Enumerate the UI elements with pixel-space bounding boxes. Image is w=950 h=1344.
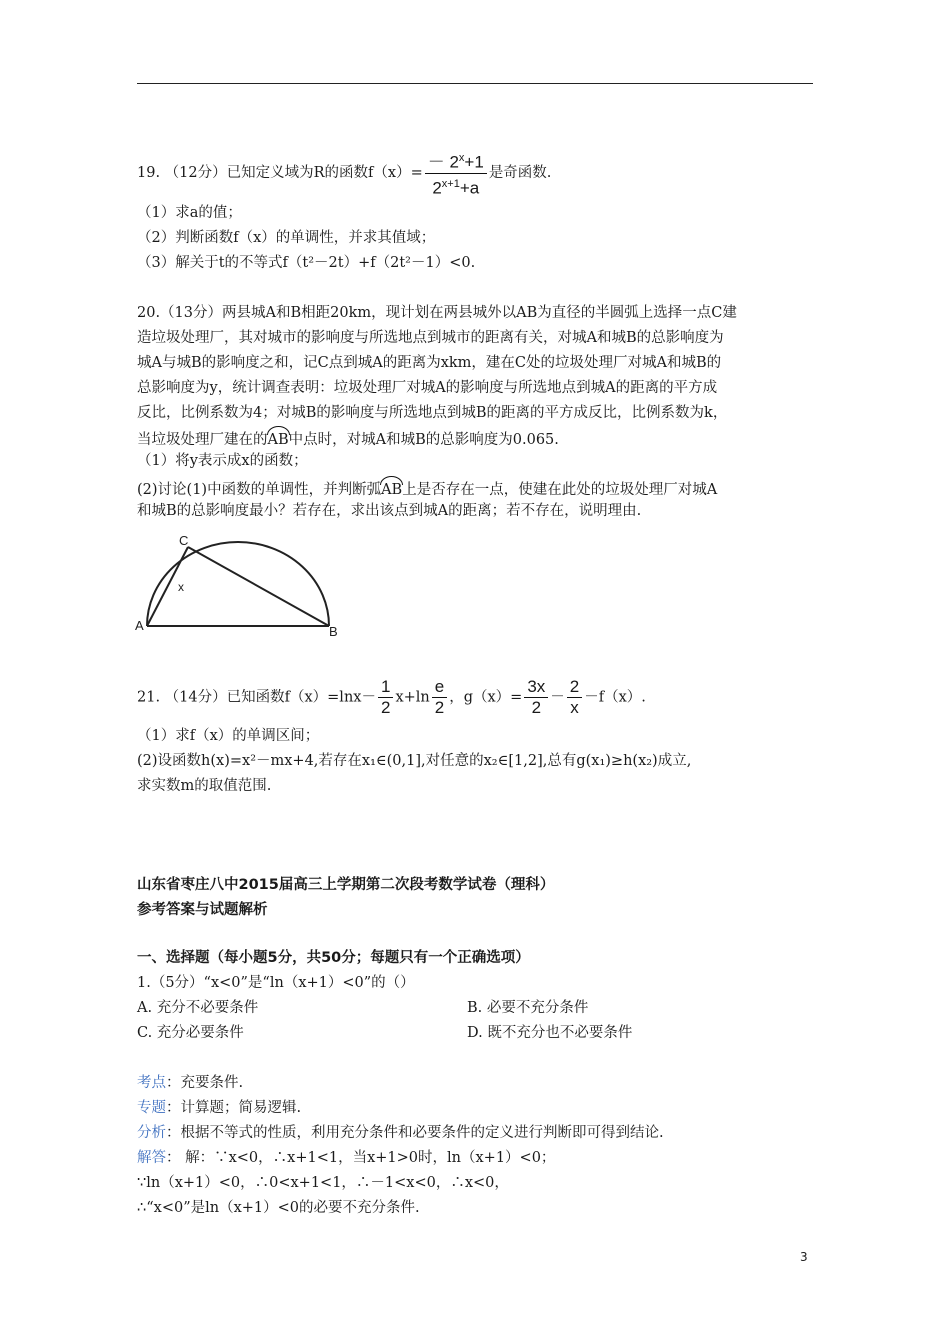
kaodian-line <box>137 1073 243 1093</box>
q20-line-6 <box>137 426 559 450</box>
q21-mid-2: ，g（x）= <box>449 689 523 706</box>
answer-title: 山东省枣庄八中2015届高三上学期第二次段考数学试卷（理科） <box>137 877 555 893</box>
q19-suffix: 是奇函数. <box>488 165 552 182</box>
option-b: B. 必要不充分条件 <box>467 1000 589 1016</box>
q20-line-6-post: 中点时，对城A和城B的总影响度为0.065. <box>288 432 559 448</box>
q21-frac-4-den: x <box>570 698 579 717</box>
section-heading: 一、选择题（每小题5分，共50分；每题只有一个正确选项） <box>137 950 530 966</box>
solution-line-2: ∵ln（x+1）<0，∴0<x+1<1，∴－1<x<0，∴x<0， <box>137 1175 509 1191</box>
q19-frac-den-tail: +a <box>459 178 480 198</box>
option-a: A. 充分不必要条件 <box>137 1000 259 1016</box>
arc-ab-symbol: AB <box>268 426 289 450</box>
fenxi-label: 分析 <box>137 1125 166 1141</box>
q19-fraction <box>425 148 487 198</box>
q21-frac-2-den: 2 <box>434 698 445 717</box>
q19-statement <box>137 148 551 198</box>
q21-frac-1 <box>378 677 393 718</box>
q21-frac-2 <box>432 677 447 718</box>
header-rule <box>137 83 813 84</box>
jieda-label: 解答 <box>137 1150 166 1166</box>
q19-frac-num-tail: +1 <box>464 152 484 172</box>
q20-line-2: 造垃圾处理厂，其对城市的影响度与所选地点到城市的距离有关，对城A和城B的总影响度为 <box>137 330 724 346</box>
q20-item-2 <box>137 476 717 500</box>
q21-frac-3-den: 2 <box>531 698 542 717</box>
q19-item-1: （1）求a的值； <box>137 205 242 221</box>
q21-item-2-line-2: 求实数m的取值范围. <box>137 778 272 794</box>
fenxi-text: ：根据不等式的性质，利用充分条件和必要条件的定义进行判断即可得到结论. <box>166 1125 664 1141</box>
answer-subtitle: 参考答案与试题解析 <box>137 902 268 918</box>
q19-frac-num-base: － 2 <box>427 152 459 172</box>
jieda-line <box>137 1148 555 1168</box>
label-a: A <box>135 618 144 633</box>
label-b: B <box>329 624 338 639</box>
chord-cb <box>188 547 329 626</box>
answer-q1-statement: 1.（5分）“x<0”是“ln（x+1）<0”的（） <box>137 975 415 991</box>
q19-frac-den-base: 2 <box>432 178 442 198</box>
arc-ab-symbol: AB <box>381 476 402 500</box>
q19-frac-num <box>425 148 487 174</box>
label-c: C <box>179 533 189 548</box>
q19-item-2: （2）判断函数f（x）的单调性，并求其值域； <box>137 230 436 246</box>
q20-item-1: （1）将y表示成x的函数； <box>137 453 308 469</box>
label-x: x <box>178 580 184 594</box>
q19-frac-num-sup: x <box>458 152 465 164</box>
kaodian-label: 考点 <box>137 1075 166 1091</box>
q20-line-1: 20.（13分）两县城A和B相距20km，现计划在两县城外以AB为直径的半圆弧上选择一点C建 <box>137 305 737 321</box>
zhuanti-line <box>137 1098 301 1118</box>
q20-item-2-post: 上是否存在一点，使建在此处的垃圾处理厂对城A <box>402 482 718 498</box>
q21-item-1: （1）求f（x）的单调区间； <box>137 728 320 744</box>
solution-line-3: ∴“x<0”是ln（x+1）<0的必要不充分条件. <box>137 1200 420 1216</box>
q21-frac-3-num: 3x <box>524 677 548 698</box>
q21-frac-3 <box>524 677 548 718</box>
page-number: 3 <box>800 1250 808 1264</box>
q21-statement <box>137 677 646 718</box>
q21-prefix: 21. （14分）已知函数f（x）=lnx－ <box>137 689 376 706</box>
kaodian-text: ：充要条件. <box>166 1075 244 1091</box>
q19-frac-den <box>425 174 487 199</box>
q20-item-2-line-2: 和城B的总影响度最小？若存在，求出该点到城A的距离；若不存在，说明理由. <box>137 503 642 519</box>
option-d: D. 既不充分也不必要条件 <box>467 1025 633 1041</box>
q21-frac-1-den: 2 <box>380 698 391 717</box>
q20-line-6-pre: 当垃圾处理厂建在的 <box>137 432 268 448</box>
q20-item-2-pre: (2)讨论(1)中函数的单调性，并判断弧 <box>137 482 382 498</box>
semicircle-arc <box>147 542 329 626</box>
zhuanti-label: 专题 <box>137 1100 166 1116</box>
q20-line-5: 反比，比例系数为4；对城B的影响度与所选地点到城B的距离的平方成反比，比例系数为k， <box>137 405 728 421</box>
q20-line-3: 城A与城B的影响度之和，记C点到城A的距离为xkm，建在C处的垃圾处理厂对城A和城B的 <box>137 355 722 371</box>
option-c: C. 充分必要条件 <box>137 1025 244 1041</box>
jieda-text: ： 解：∵x<0，∴x+1<1，当x+1>0时，ln（x+1）<0； <box>166 1150 556 1166</box>
q19-frac-den-sup: x+1 <box>441 177 460 190</box>
q21-item-2: (2)设函数h(x)=x²－mx+4,若存在x₁∈(0,1],对任意的x₂∈[1,2],总有g(x₁)≥h(x₂)成立, <box>137 753 692 769</box>
q20-line-4: 总影响度为y，统计调查表明：垃圾处理厂对城A的影响度与所选地点到城A的距离的平方成 <box>137 380 718 396</box>
q19-item-3: （3）解关于t的不等式f（t²－2t）+f（2t²－1）<0. <box>137 255 476 271</box>
q21-frac-2-num: e <box>432 677 447 698</box>
semicircle-figure <box>130 530 350 640</box>
q21-frac-4-num: 2 <box>567 677 582 698</box>
q21-frac-1-num: 1 <box>378 677 393 698</box>
q19-prefix: 19. （12分）已知定义域为R的函数f（x）= <box>137 165 423 182</box>
q21-mid-1: x+ln <box>395 689 430 706</box>
q21-suffix: －f（x）. <box>584 689 646 706</box>
fenxi-line <box>137 1123 664 1143</box>
q21-minus: － <box>550 689 565 706</box>
zhuanti-text: ：计算题；简易逻辑. <box>166 1100 302 1116</box>
q21-frac-4 <box>567 677 582 718</box>
